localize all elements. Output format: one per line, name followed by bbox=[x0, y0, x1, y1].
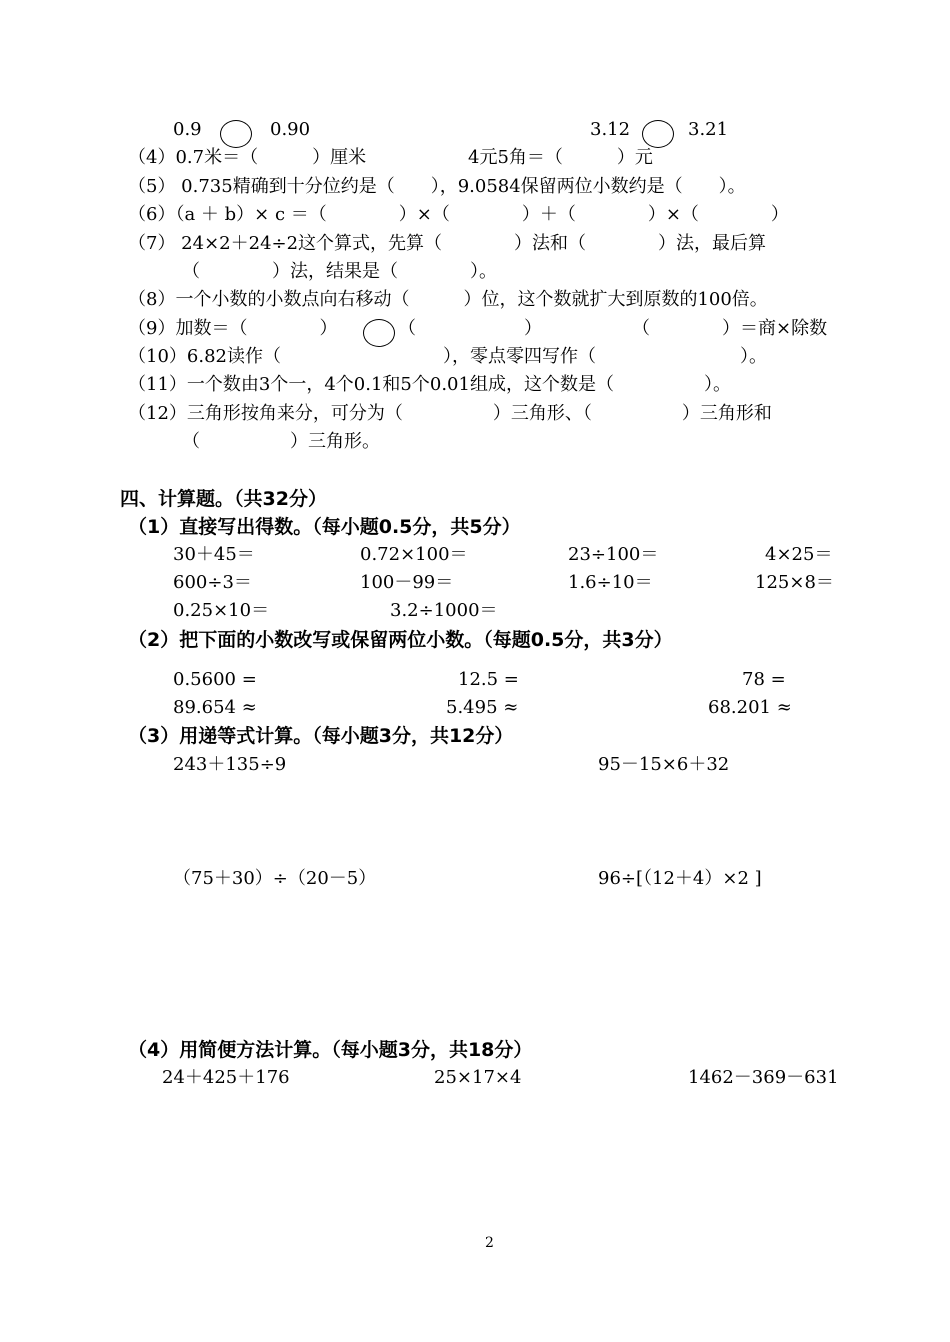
oral-item-1: 30＋45＝ bbox=[173, 544, 255, 565]
question-7: （7） 24×2＋24÷2这个算式，先算（ ）法和（ ）法，最后算 bbox=[128, 233, 767, 254]
oral-item-3: 23÷100＝ bbox=[568, 544, 659, 565]
rewrite-item-1: 0.5600 = bbox=[173, 669, 257, 690]
oral-item-6: 100－99＝ bbox=[360, 572, 454, 593]
question-4a: （4）0.7米＝（ ）厘米 bbox=[128, 147, 367, 168]
part-1-title: （1）直接写出得数。（每小题0.5分，共5分） bbox=[128, 516, 521, 538]
rewrite-item-4: 89.654 ≈ bbox=[173, 697, 257, 718]
simplify-item-2: 25×17×4 bbox=[434, 1067, 522, 1088]
question-11: （11）一个数由3个一，4个0.1和5个0.01组成，这个数是（ ）。 bbox=[128, 374, 731, 395]
part-3-title: （3）用递等式计算。（每小题3分，共12分） bbox=[128, 725, 514, 747]
oral-item-7: 1.6÷10＝ bbox=[568, 572, 653, 593]
stepwise-item-1: 243＋135÷9 bbox=[173, 754, 287, 775]
stepwise-item-3: （75＋30）÷（20－5） bbox=[173, 868, 377, 889]
question-7-continued: （ ）法，结果是（ ）。 bbox=[182, 261, 497, 282]
rewrite-item-3: 78 = bbox=[742, 669, 786, 690]
section-4-title: 四、计算题。（共32分） bbox=[120, 488, 327, 510]
compare-right-2: 3.21 bbox=[688, 119, 729, 140]
compare-circle-1[interactable] bbox=[220, 120, 252, 148]
oral-item-9: 0.25×10＝ bbox=[173, 600, 270, 621]
question-4b: 4元5角＝（ ）元 bbox=[468, 147, 653, 168]
part-4-title: （4）用简便方法计算。（每小题3分，共18分） bbox=[128, 1039, 533, 1061]
question-9c: （ ）＝商×除数 bbox=[632, 318, 828, 339]
compare-left-1: 0.9 bbox=[173, 119, 202, 140]
rewrite-item-6: 68.201 ≈ bbox=[708, 697, 792, 718]
stepwise-item-2: 95－15×6＋32 bbox=[598, 754, 730, 775]
question-9b: （ ） bbox=[398, 318, 542, 339]
compare-left-2: 3.12 bbox=[590, 119, 631, 140]
oral-item-4: 4×25＝ bbox=[765, 544, 833, 565]
oral-item-5: 600÷3＝ bbox=[173, 572, 252, 593]
question-12: （12）三角形按角来分，可分为（ ）三角形、（ ）三角形和 bbox=[128, 403, 772, 424]
oral-item-2: 0.72×100＝ bbox=[360, 544, 468, 565]
part-2-title: （2）把下面的小数改写或保留两位小数。（每题0.5分，共3分） bbox=[128, 629, 673, 651]
oral-item-8: 125×8＝ bbox=[755, 572, 834, 593]
question-5: （5） 0.735精确到十分位约是（ ），9.0584保留两位小数约是（ ）。 bbox=[128, 176, 746, 197]
stepwise-item-4: 96÷[（12＋4）×2 ] bbox=[598, 868, 762, 889]
question-10: （10）6.82读作（ ），零点零四写作（ ）。 bbox=[128, 346, 767, 367]
rewrite-item-5: 5.495 ≈ bbox=[446, 697, 519, 718]
compare-circle-2[interactable] bbox=[642, 120, 674, 148]
question-9a: （9）加数＝（ ） bbox=[128, 318, 338, 339]
page-number: 2 bbox=[485, 1235, 494, 1251]
question-9-circle[interactable] bbox=[363, 319, 395, 347]
simplify-item-3: 1462－369－631 bbox=[688, 1067, 839, 1088]
oral-item-10: 3.2÷1000＝ bbox=[390, 600, 498, 621]
compare-right-1: 0.90 bbox=[270, 119, 311, 140]
question-12-continued: （ ）三角形。 bbox=[182, 431, 380, 452]
question-8: （8）一个小数的小数点向右移动（ ）位，这个数就扩大到原数的100倍。 bbox=[128, 289, 768, 310]
question-6: （6）（a ＋ b）× c ＝（ ）×（ ）＋（ ）×（ ） bbox=[128, 204, 789, 225]
simplify-item-1: 24＋425＋176 bbox=[162, 1067, 290, 1088]
rewrite-item-2: 12.5 = bbox=[458, 669, 519, 690]
